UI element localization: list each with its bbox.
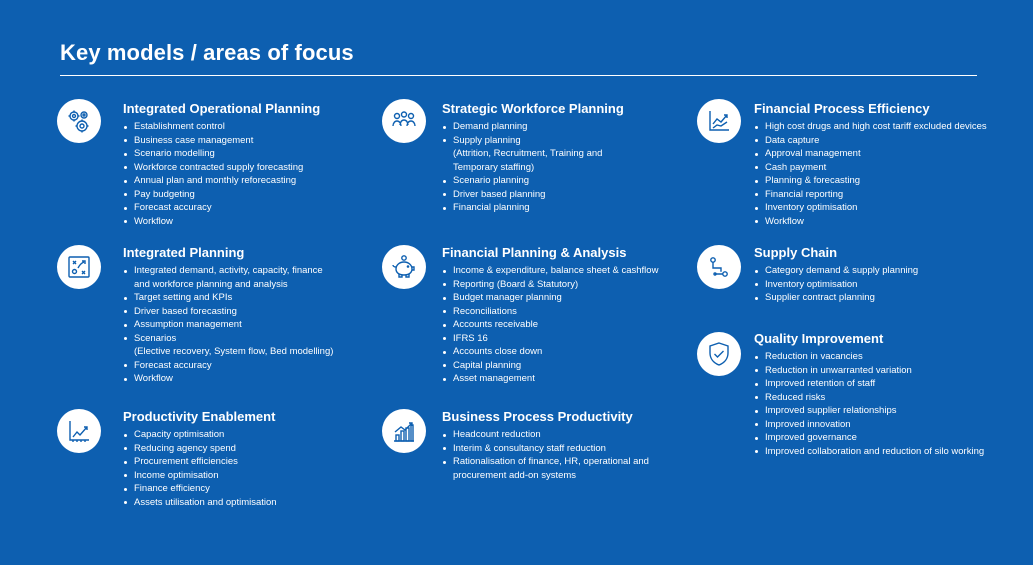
list-item: Workflow [754, 215, 987, 229]
list-item: Accounts receivable [442, 318, 658, 332]
list-item: Assumption management [123, 318, 333, 332]
list-item: Reduction in unwarranted variation [754, 364, 984, 378]
list-item: Supplier contract planning [754, 291, 918, 305]
list-item: Finance efficiency [123, 482, 277, 496]
list-item: Improved governance [754, 431, 984, 445]
list-integrated-planning [123, 264, 333, 386]
list-item: Improved supplier relationships [754, 404, 984, 418]
piggy-bank-icon [382, 245, 426, 289]
section-heading-quality-improvement: Quality Improvement [754, 331, 884, 346]
list-item: Annual plan and monthly reforecasting [123, 174, 303, 188]
supply-chain-icon [697, 245, 741, 289]
list-item: Forecast accuracy [123, 359, 333, 373]
people-group-icon [382, 99, 426, 143]
list-item: Rationalisation of finance, HR, operational and [442, 455, 649, 469]
list-item: Category demand & supply planning [754, 264, 918, 278]
list-item: Procurement efficiencies [123, 455, 277, 469]
section-heading-financial-planning-analysis: Financial Planning & Analysis [442, 245, 627, 260]
list-business-process-productivity [442, 428, 649, 482]
section-heading-integrated-operational-planning: Integrated Operational Planning [123, 101, 321, 116]
list-item: Approval management [754, 147, 987, 161]
list-item-continuation: (Attrition, Recruitment, Training and [453, 148, 603, 159]
list-item: Business case management [123, 134, 303, 148]
strategy-board-icon [57, 245, 101, 289]
list-item: Driver based planning [442, 188, 602, 202]
list-item: High cost drugs and high cost tariff excluded devices [754, 120, 987, 134]
gears-icon [57, 99, 101, 143]
list-quality-improvement [754, 350, 984, 458]
shield-check-icon [697, 332, 741, 376]
list-item-continuation: procurement add-on systems [453, 469, 577, 481]
list-item: Scenarios [123, 332, 333, 346]
list-item: Improved innovation [754, 418, 984, 432]
section-heading-strategic-workforce-planning: Strategic Workforce Planning [442, 101, 624, 116]
list-item-continuation: Temporary staffing) [453, 161, 535, 173]
list-item: Reduced risks [754, 391, 984, 405]
list-strategic-workforce-planning [442, 120, 602, 215]
list-item: Capacity optimisation [123, 428, 277, 442]
list-item: Reconciliations [442, 305, 658, 319]
list-supply-chain [754, 264, 918, 305]
list-item: Headcount reduction [442, 428, 649, 442]
list-item: Interim & consultancy staff reduction [442, 442, 649, 456]
list-productivity-enablement [123, 428, 277, 509]
growth-chart-icon [57, 409, 101, 453]
list-item: Planning & forecasting [754, 174, 987, 188]
list-item: Income optimisation [123, 469, 277, 483]
list-item-continuation: and workforce planning and analysis [134, 278, 288, 290]
list-item: Supply planning [442, 134, 602, 148]
section-heading-integrated-planning: Integrated Planning [123, 245, 245, 260]
page-title: Key models / areas of focus [60, 40, 354, 65]
list-item-continuation: (Elective recovery, System flow, Bed modelling) [134, 346, 334, 357]
list-item: Integrated demand, activity, capacity, finance [123, 264, 333, 278]
section-heading-supply-chain: Supply Chain [754, 245, 838, 260]
list-item: Inventory optimisation [754, 201, 987, 215]
list-item: Pay budgeting [123, 188, 303, 202]
section-heading-financial-process-efficiency: Financial Process Efficiency [754, 101, 930, 116]
list-item: Driver based forecasting [123, 305, 333, 319]
bar-chart-icon [382, 409, 426, 453]
list-item: Improved retention of staff [754, 377, 984, 391]
list-item: Income & expenditure, balance sheet & cashflow [442, 264, 658, 278]
list-item: Establishment control [123, 120, 303, 134]
list-item: Accounts close down [442, 345, 658, 359]
list-item: Asset management [442, 372, 658, 386]
list-item: Workforce contracted supply forecasting [123, 161, 303, 175]
list-item: Target setting and KPIs [123, 291, 333, 305]
section-heading-productivity-enablement: Productivity Enablement [123, 409, 276, 424]
list-item: Scenario planning [442, 174, 602, 188]
list-item: Data capture [754, 134, 987, 148]
list-item: Reporting (Board & Statutory) [442, 278, 658, 292]
list-item: Improved collaboration and reduction of silo working [754, 445, 984, 459]
list-item: Budget manager planning [442, 291, 658, 305]
section-heading-business-process-productivity: Business Process Productivity [442, 409, 633, 424]
list-item: IFRS 16 [442, 332, 658, 346]
list-item: Forecast accuracy [123, 201, 303, 215]
list-item: Financial planning [442, 201, 602, 215]
list-item: Financial reporting [754, 188, 987, 202]
line-chart-icon [697, 99, 741, 143]
list-item: Workflow [123, 215, 303, 229]
list-item: Workflow [123, 372, 333, 386]
list-item: Cash payment [754, 161, 987, 175]
list-item: Capital planning [442, 359, 658, 373]
list-item: Inventory optimisation [754, 278, 918, 292]
list-item: Assets utilisation and optimisation [123, 496, 277, 510]
list-item: Reduction in vacancies [754, 350, 984, 364]
list-item: Reducing agency spend [123, 442, 277, 456]
list-item: Demand planning [442, 120, 602, 134]
list-financial-planning-analysis [442, 264, 658, 386]
list-integrated-operational-planning [123, 120, 303, 228]
title-divider [60, 75, 977, 76]
list-financial-process-efficiency [754, 120, 987, 228]
list-item: Scenario modelling [123, 147, 303, 161]
